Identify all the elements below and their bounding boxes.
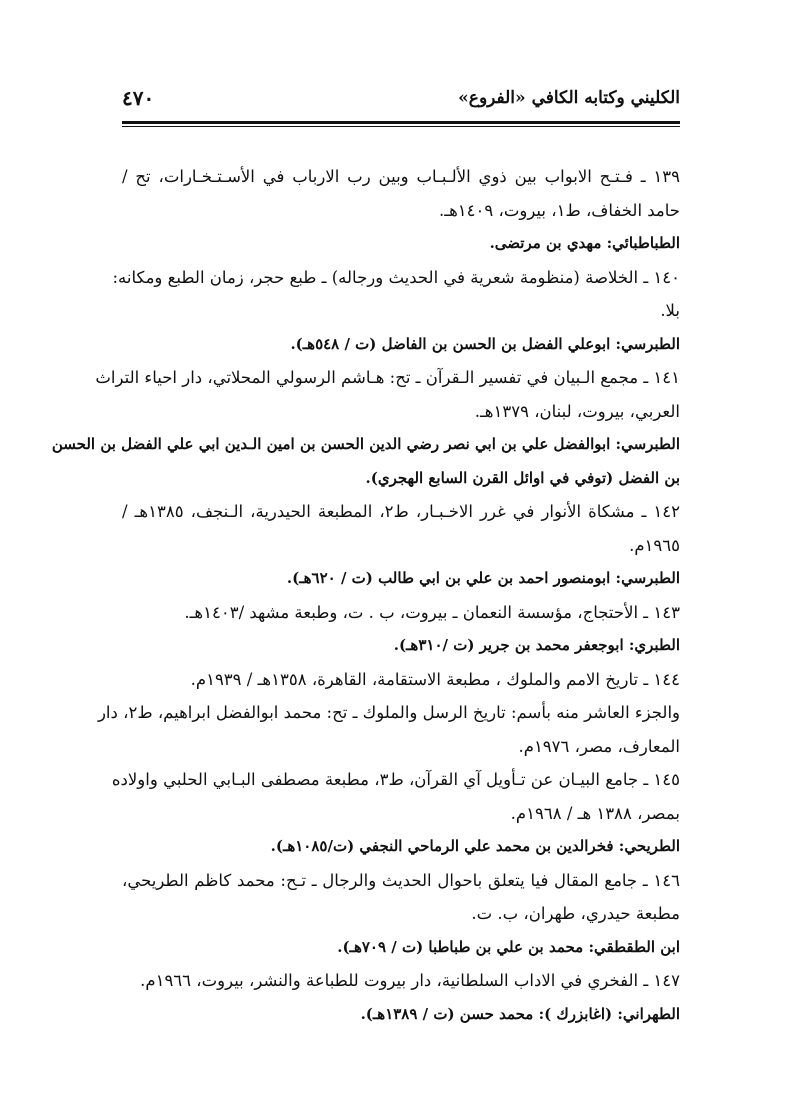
author-heading: الطبرسي: ابومنصور احمد بن علي بن ابي طالب (ت / ٦٢٠هـ). bbox=[286, 569, 680, 587]
running-header bbox=[122, 84, 680, 120]
author-heading: ابن الطقطقي: محمد بن علي بن طباطبا (ت / ٧٠٩هـ). bbox=[337, 937, 680, 956]
bibliography-entry: ١٤٥ ـ جامع البيـان عن تـأويل آي القرآن، ط٣، مطبعة مصطفى البـابي الحلبي واولاده bbox=[111, 770, 680, 789]
bibliography-entry: ١٤٦ ـ جامع المقال فيا يتعلق باحوال الحديث والرجال ـ تـح: محمد كاظم الطريحي، bbox=[122, 870, 680, 890]
bibliography-body bbox=[51, 160, 680, 1031]
entry-continuation: حامد الخفاف، ط١، بيروت، ١٤٠٩هـ. bbox=[439, 200, 680, 220]
bibliography-entry: ١٤١ ـ مجمع الـبيان في تفسير الـقرآن ـ تح: هـاشم الرسولي المحلاتي، دار احياء التراث bbox=[95, 368, 680, 387]
entry-continuation: ١٩٦٥م. bbox=[629, 535, 680, 555]
bibliography-entry: ١٤٧ ـ الفخري في الاداب السلطانية، دار بيروت للطباعة والنشر، بيروت، ١٩٦٦م. bbox=[140, 971, 680, 990]
bibliography-entry: ١٤٣ ـ الأحتجاج، مؤسسة النعمان ـ بيروت، ب . ت، وطبعة مشهد /١٤٠٣هـ. bbox=[184, 602, 680, 622]
entry-continuation: العربي، بيروت، لبنان، ١٣٧٩هـ. bbox=[474, 401, 680, 421]
author-heading: الطهراني: (اغابزرك ): محمد حسن (ت / ١٣٨٩هـ). bbox=[360, 1004, 680, 1023]
bibliography-entry: ١٤٠ ـ الخلاصة (منظومة شعرية في الحديث ورجاله) ـ طبع حجر، زمان الطبع ومكانه: bbox=[112, 267, 680, 287]
bibliography-entry: ١٤٤ ـ تاريخ الامم والملوك ، مطبعة الاستقامة، القاهرة، ١٣٥٨هـ / ١٩٣٩م. bbox=[190, 669, 680, 689]
entry-continuation: بلا. bbox=[660, 301, 680, 320]
author-heading: الطبرسي: ابوعلي الفضل بن الحسن بن الفاضل (ت / ٥٤٨هـ). bbox=[290, 334, 680, 353]
author-heading: الطبرسي: ابوالفضل علي بن ابي نصر رضي الدين الحسن بن امين الـدين ابي علي الفضل بن الحسن bbox=[51, 435, 680, 453]
bibliography-entry: ١٣٩ ـ فـتـح الابواب بين ذوي الألـبـاب وبين رب الارباب في الأسـتـخـارات، تح / bbox=[122, 167, 680, 186]
entry-continuation: المعارف، مصر، ١٩٧٦م. bbox=[518, 736, 680, 756]
header-rule bbox=[122, 121, 680, 127]
entry-continuation: والجزء العاشر منه بأسم: تاريخ الرسل والملوك ـ تح: محمد ابوالفضل ابراهيم، ط٢، دار bbox=[97, 703, 680, 722]
running-title: الكليني وكتابه الكافي «الفروع» bbox=[458, 88, 680, 108]
author-heading: الطريحي: فخرالدين بن محمد علي الرماحي النجفي (ت/١٠٨٥هـ). bbox=[270, 837, 680, 855]
author-heading: الطباطبائي: مهدي بن مرتضى. bbox=[489, 234, 680, 252]
author-heading: الطبري: ابوجعفر محمد بن جرير (ت /٣١٠هـ). bbox=[393, 636, 680, 654]
page-number: ٤٧٠ bbox=[122, 86, 155, 110]
entry-continuation: مطبعة حيدري، طهران، ب. ت. bbox=[471, 904, 680, 923]
bibliography-entry: ١٤٢ ـ مشكاة الأنوار في غرر الاخـبـار، ط٢، المطبعة الحيدرية، الـنجف، ١٣٨٥هـ / bbox=[122, 502, 680, 521]
entry-continuation: بمصر، ١٣٨٨ هـ / ١٩٦٨م. bbox=[510, 803, 680, 823]
author-heading: بن الفضل (توفي في اوائل القرن السابع الهجري). bbox=[365, 468, 680, 487]
